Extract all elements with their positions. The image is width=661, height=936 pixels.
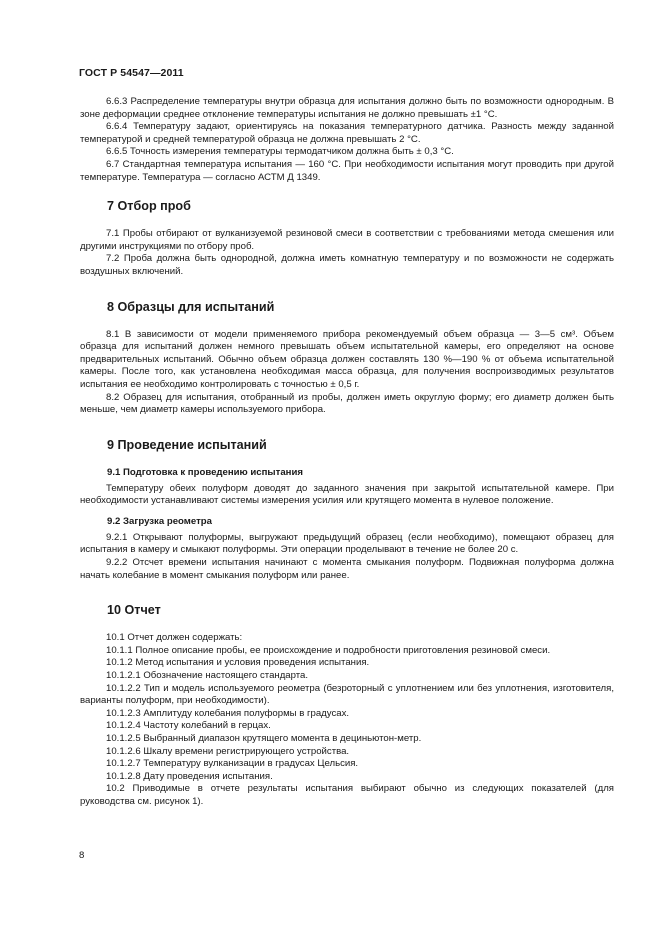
section-heading: 7 Отбор проб (107, 199, 191, 214)
paragraph: 7.2 Проба должна быть однородной, должна иметь комнатную температуру и по возможности не содержать воздушных включений. (80, 253, 614, 277)
document-body (80, 96, 614, 809)
paragraph: 10.1.2.5 Выбранный диапазон крутящего момента в дециньютон-метр. (106, 733, 422, 744)
paragraph: 6.6.3 Распределение температуры внутри образца для испытания должно быть по возможности однородным. В зоне деформации среднее отклонение температуры испытания не должно превышать ±1 °С. (80, 96, 614, 120)
standard-header: ГОСТ Р 54547—2011 (79, 67, 184, 79)
paragraph: 10.1.2.4 Частоту колебаний в герцах. (106, 720, 271, 732)
paragraph: 6.7 Стандартная температура испытания — 160 °С. При необходимости испытания могут проводить при другой температуре. Температура — согласно АСТМ Д 1349. (80, 158, 614, 183)
paragraph: 9.2.2 Отсчет времени испытания начинают с момента смыкания полуформ. Подвижная полуформа должна начать колебание в момент смыкания полуформ или ранее. (80, 557, 614, 581)
subsection-heading: 9.2 Загрузка реометра (107, 515, 212, 527)
paragraph: 10.1.2.3 Амплитуду колебания полуформы в градусах. (106, 707, 350, 719)
paragraph: 8.1 В зависимости от модели применяемого прибора рекомендуемый объем образца — 3—5 см³. Объем образца для испытаний должен немного превышать объем испытательной камеры, его определяют на основе предварительных испытаний. Обычно объем образца должен составлять 130 %—190 % от объема испытательной камеры. После того, как установлена необходимая масса образца, для получения воспроизводимых результатов испытания ее необходимо контролировать с точностью ± 0,5 г. (80, 328, 614, 390)
paragraph: 6.6.4 Температуру задают, ориентируясь на показания температурного датчика. Разность между заданной температурой и средней температурой образца не должна превышать 2 °С. (80, 121, 614, 145)
section-heading: 8 Образцы для испытаний (107, 299, 275, 314)
subsection-heading: 9.1 Подготовка к проведению испытания (107, 466, 303, 478)
paragraph: 10.1.2.8 Дату проведения испытания. (106, 770, 273, 782)
paragraph: 9.2.1 Открывают полуформы, выгружают предыдущий образец (если необходимо), помещают образец для испытания в камеру и смыкают полуформы. Эти операции проделывают в течение не более 20 с. (80, 531, 614, 556)
paragraph: 10.2 Приводимые в отчете результаты испытания выбирают обычно из следующих показателей (для руководства см. рисунок 1). (80, 783, 614, 807)
paragraph: Температуру обеих полуформ доводят до заданного значения при закрытой испытательной камере. При необходимости устанавливают системы измерения усилия или крутящего момента в нулевое положение. (80, 482, 614, 507)
page-number: 8 (79, 850, 85, 861)
paragraph: 7.1 Пробы отбирают от вулканизуемой резиновой смеси в соответствии с требованиями метода смешения или другими инструкциями по отбору проб. (80, 228, 614, 252)
section-heading: 10 Отчет (107, 603, 161, 618)
paragraph: 10.1.2.7 Температуру вулканизации в градусах Цельсия. (106, 758, 359, 770)
paragraph: 8.2 Образец для испытания, отобранный из пробы, должен иметь округлую форму; его диаметр должен быть меньше, чем диаметр камеры используемого прибора. (80, 391, 614, 416)
paragraph: 10.1.2.6 Шкалу времени регистрирующего устройства. (106, 745, 350, 757)
paragraph: 10.1.2 Метод испытания и условия проведения испытания. (106, 657, 370, 669)
section-heading: 9 Проведение испытаний (107, 437, 267, 452)
paragraph: 10.1.2.2 Тип и модель используемого реометра (безроторный с уплотнением или без уплотнения, изготовителя, варианты полуформ, при необходимости). (80, 682, 614, 707)
paragraph: 10.1 Отчет должен содержать: (106, 632, 243, 644)
paragraph: 10.1.2.1 Обозначение настоящего стандарта. (106, 670, 309, 682)
paragraph: 10.1.1 Полное описание пробы, ее происхождение и подробности приготовления резиновой смеси. (106, 644, 551, 656)
paragraph: 6.6.5 Точность измерения температуры термодатчиком должна быть ± 0,3 °С. (106, 146, 454, 158)
